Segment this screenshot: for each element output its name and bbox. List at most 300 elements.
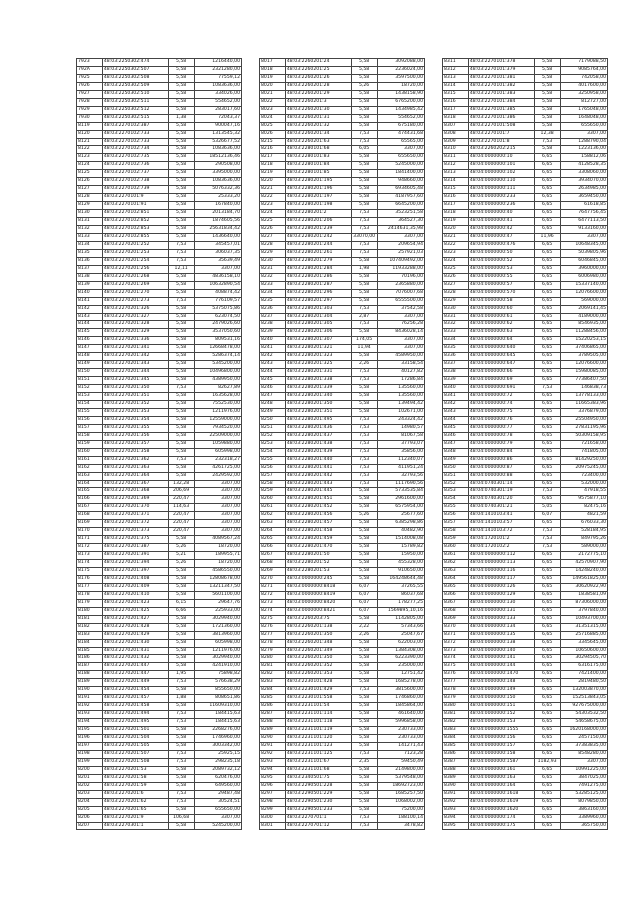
rate: 5,58 bbox=[168, 82, 194, 90]
amount: 3376879,00 bbox=[560, 408, 607, 416]
amount: 2236024,00 bbox=[377, 66, 424, 74]
rate: 7,53 bbox=[351, 305, 377, 313]
row-number: 8225 bbox=[260, 218, 286, 226]
cadastral-number: 48:04:0000000:129 bbox=[468, 591, 534, 599]
amount: 65565,00 bbox=[377, 138, 424, 146]
amount: 7179088,50 bbox=[560, 59, 607, 67]
amount: 3537050,60 bbox=[194, 329, 241, 337]
cadastral-number: 48:04:0000000:111 bbox=[468, 186, 534, 194]
rate: 7,53 bbox=[351, 130, 377, 138]
row-number: 8322 bbox=[443, 241, 469, 249]
table-row bbox=[443, 544, 608, 552]
row-number: 8360 bbox=[443, 544, 469, 552]
rate: 5,58 bbox=[168, 393, 194, 401]
row-number: 8323 bbox=[443, 249, 469, 257]
rate: 5,58 bbox=[351, 655, 377, 663]
row-number: 8218 bbox=[260, 162, 286, 170]
cadastral-number: 48:03:2270201:508 bbox=[102, 758, 168, 766]
table-row bbox=[260, 504, 425, 512]
row-number: 8142 bbox=[77, 305, 103, 313]
amount: 3307,00 bbox=[377, 345, 424, 353]
amount: 235000,00 bbox=[377, 663, 424, 671]
amount: 135560,00 bbox=[377, 393, 424, 401]
rate: 5,58 bbox=[351, 663, 377, 671]
row-number: 8296 bbox=[260, 782, 286, 790]
row-number: 8297 bbox=[260, 790, 286, 798]
cadastral-number: 48:04:0000000:50 bbox=[468, 249, 534, 257]
amount: 107409492,00 bbox=[377, 257, 424, 265]
table-row bbox=[77, 186, 242, 194]
amount: 25677,60 bbox=[377, 512, 424, 520]
rate: 7,53 bbox=[534, 488, 560, 496]
row-number: 8314 bbox=[443, 82, 469, 90]
row-number: 8227 bbox=[260, 233, 286, 241]
amount: 70196,00 bbox=[377, 273, 424, 281]
table-row bbox=[77, 615, 242, 623]
table-row bbox=[260, 735, 425, 743]
table-row bbox=[260, 488, 425, 496]
amount: 4389950,00 bbox=[194, 377, 241, 385]
amount: 3345645,00 bbox=[560, 639, 607, 647]
table-row bbox=[260, 552, 425, 560]
row-number: 8361 bbox=[443, 552, 469, 560]
table-row bbox=[260, 66, 425, 74]
amount: 54658675,00 bbox=[560, 719, 607, 727]
table-row bbox=[77, 122, 242, 130]
row-number: 8221 bbox=[260, 186, 286, 194]
rate: 5,58 bbox=[351, 66, 377, 74]
row-number: 8228 bbox=[260, 241, 286, 249]
rate: 5,58 bbox=[351, 186, 377, 194]
amount: 4821,59 bbox=[560, 512, 607, 520]
table-row bbox=[443, 353, 608, 361]
rate: 6,07 bbox=[351, 583, 377, 591]
table-row bbox=[77, 329, 242, 337]
cadastral-number: 48:03:2270201:429 bbox=[102, 631, 168, 639]
cadastral-number: 48:03:2270701:1 bbox=[285, 814, 351, 822]
rate: 114,63 bbox=[168, 504, 194, 512]
amount: 554652,00 bbox=[194, 98, 241, 106]
amount: 455328,00 bbox=[377, 560, 424, 568]
row-number: 8377 bbox=[443, 679, 469, 687]
table-row bbox=[260, 719, 425, 727]
row-number: 8182 bbox=[77, 623, 103, 631]
rate: 7,53 bbox=[351, 210, 377, 218]
cadastral-number: 48:04:0000000:156 bbox=[468, 735, 534, 743]
row-number: 8268 bbox=[260, 560, 286, 568]
rate: 7,53 bbox=[168, 750, 194, 758]
rate: 6,65 bbox=[534, 210, 560, 218]
cadastral-number: 48:04:0000000:75 bbox=[468, 408, 534, 416]
amount: 25333,20 bbox=[194, 194, 241, 202]
cadastral-number: 48:03:2280201:297 bbox=[285, 297, 351, 305]
cadastral-number: 48:03:2270201:364 bbox=[102, 472, 168, 480]
row-number: 8202 bbox=[77, 782, 103, 790]
row-number: 8175 bbox=[77, 568, 103, 576]
amount: 25925,15 bbox=[194, 750, 241, 758]
amount: 10648345,00 bbox=[560, 241, 607, 249]
table-row bbox=[260, 695, 425, 703]
row-number: 8299 bbox=[260, 806, 286, 814]
table-row bbox=[77, 647, 242, 655]
table-row bbox=[443, 170, 608, 178]
amount: 75200,00 bbox=[377, 806, 424, 814]
cadastral-number: 48:04:0000000:150 bbox=[468, 695, 534, 703]
rate: 106,68 bbox=[168, 814, 194, 822]
row-number: 8384 bbox=[443, 735, 469, 743]
table-row bbox=[260, 170, 425, 178]
rate: 6,65 bbox=[534, 241, 560, 249]
cadastral-number: 48:04:0740301:21 bbox=[468, 504, 534, 512]
row-number: 8376 bbox=[443, 671, 469, 679]
table-row bbox=[260, 671, 425, 679]
table-row bbox=[77, 655, 242, 663]
amount: 1223136,00 bbox=[560, 146, 607, 154]
table-row bbox=[77, 583, 242, 591]
cadastral-number: 48:03:2231101:68 bbox=[285, 766, 351, 774]
row-number: 8294 bbox=[260, 766, 286, 774]
table-row bbox=[77, 416, 242, 424]
row-number: 8156 bbox=[77, 416, 103, 424]
rate: 5,58 bbox=[168, 186, 194, 194]
row-number: 8383 bbox=[443, 727, 469, 735]
rate: 5,58 bbox=[351, 273, 377, 281]
amount: 1721360,00 bbox=[194, 623, 241, 631]
amount: 1384308,00 bbox=[377, 647, 424, 655]
cadastral-number: 48:03:2280201:443 bbox=[285, 480, 351, 488]
rate: 5,58 bbox=[351, 742, 377, 750]
cadastral-number: 48:03:2231101:125 bbox=[285, 750, 351, 758]
rate: 6,65 bbox=[534, 583, 560, 591]
table-row bbox=[77, 146, 242, 154]
table-row bbox=[443, 631, 608, 639]
table-row bbox=[443, 162, 608, 170]
row-number: 8244 bbox=[260, 369, 286, 377]
cadastral-number: 48:04:0000000:163 bbox=[468, 774, 534, 782]
table-row bbox=[260, 162, 425, 170]
row-number: 8280 bbox=[260, 655, 286, 663]
amount: 1142805,00 bbox=[377, 615, 424, 623]
row-number: 8222 bbox=[260, 194, 286, 202]
amount: 3960000,00 bbox=[560, 265, 607, 273]
cadastral-number: 48:03:2270201:505 bbox=[102, 742, 168, 750]
rate: 5,58 bbox=[351, 257, 377, 265]
table-row bbox=[260, 154, 425, 162]
row-number: 8151 bbox=[77, 377, 103, 385]
rate: 6,65 bbox=[534, 711, 560, 719]
cadastral-number: 48:03:2270201:369 bbox=[102, 496, 168, 504]
rate: 5,58 bbox=[168, 377, 194, 385]
row-number: 8267 bbox=[260, 552, 286, 560]
cadastral-number: 48:03:2270201:65 bbox=[102, 806, 168, 814]
cadastral-number: 48:03:2250302:510 bbox=[102, 90, 168, 98]
rate: 6,65 bbox=[534, 377, 560, 385]
row-number: 8349 bbox=[443, 456, 469, 464]
row-number: 8197 bbox=[77, 742, 103, 750]
row-number: 8137 bbox=[77, 265, 103, 273]
table-row bbox=[260, 560, 425, 568]
row-number: 8339 bbox=[443, 377, 469, 385]
row-number: 8187 bbox=[77, 663, 103, 671]
cadastral-number: 48:03:2270201:327 bbox=[102, 313, 168, 321]
row-number: 8270 bbox=[260, 575, 286, 583]
table-row bbox=[77, 194, 242, 202]
row-number: 8177 bbox=[77, 583, 103, 591]
row-number: 8388 bbox=[443, 766, 469, 774]
rate: 6,65 bbox=[534, 814, 560, 822]
cadastral-number: 48:03:2230101:428 bbox=[285, 679, 351, 687]
rate: 7,53 bbox=[351, 416, 377, 424]
table-row bbox=[260, 615, 425, 623]
amount: 4128528,35 bbox=[560, 162, 607, 170]
amount: 3307,00 bbox=[194, 814, 241, 822]
rate: 6,65 bbox=[534, 464, 560, 472]
amount: 532000,00 bbox=[560, 480, 607, 488]
row-number: 8312 bbox=[443, 66, 469, 74]
table-row bbox=[260, 369, 425, 377]
cadastral-number: 48:03:2270201:501 bbox=[102, 727, 168, 735]
cadastral-number: 48:03:2270201:336 bbox=[102, 337, 168, 345]
row-number: 8162 bbox=[77, 464, 103, 472]
cadastral-number: 48:03:0000000:8418 bbox=[285, 583, 351, 591]
row-number: 8389 bbox=[443, 774, 469, 782]
row-number: 8372 bbox=[443, 639, 469, 647]
rate: 5,58 bbox=[168, 448, 194, 456]
amount: 15220253,15 bbox=[560, 337, 607, 345]
cadastral-number: 48:03:2270201:397 bbox=[102, 568, 168, 576]
table-row bbox=[260, 361, 425, 369]
amount: 1746960,00 bbox=[194, 735, 241, 743]
table-row bbox=[443, 583, 608, 591]
rate: 6,65 bbox=[534, 750, 560, 758]
amount: 1083636,00 bbox=[194, 146, 241, 154]
data-table-middle bbox=[259, 58, 425, 830]
cadastral-number: 48:04:0000000:144 bbox=[468, 663, 534, 671]
table-row bbox=[260, 281, 425, 289]
table-row bbox=[443, 472, 608, 480]
table-row bbox=[443, 74, 608, 82]
table-row bbox=[443, 647, 608, 655]
table-row bbox=[260, 385, 425, 393]
rate: 5,58 bbox=[534, 114, 560, 122]
amount: 900047,16 bbox=[194, 122, 241, 130]
rate: 7,53 bbox=[351, 464, 377, 472]
row-number: 8180 bbox=[77, 607, 103, 615]
rate: 1,98 bbox=[351, 265, 377, 273]
amount: 10496800,00 bbox=[194, 369, 241, 377]
row-number: 8327 bbox=[443, 281, 469, 289]
table-row bbox=[77, 639, 242, 647]
rate: 6,65 bbox=[534, 631, 560, 639]
amount: 132003870,00 bbox=[560, 687, 607, 695]
table-row bbox=[77, 74, 242, 82]
row-number: 8356 bbox=[443, 512, 469, 520]
amount: 209654,94 bbox=[377, 241, 424, 249]
cadastral-number: 48:03:2270201:447 bbox=[102, 663, 168, 671]
table-row bbox=[77, 822, 242, 830]
cadastral-number: 48:04:0000000:157 bbox=[468, 742, 534, 750]
amount: 1436640,00 bbox=[194, 233, 241, 241]
table-row bbox=[260, 241, 425, 249]
amount: 2634985,00 bbox=[560, 186, 607, 194]
row-number: 8241 bbox=[260, 345, 286, 353]
table-row bbox=[260, 711, 425, 719]
amount: 5245000,00 bbox=[377, 162, 424, 170]
cadastral-number: 48:03:2280201:52 bbox=[285, 560, 351, 568]
table-row bbox=[77, 814, 242, 822]
rate: 2,26 bbox=[351, 361, 377, 369]
rate: 5,58 bbox=[168, 90, 194, 98]
table-row bbox=[77, 464, 242, 472]
row-number: 8243 bbox=[260, 361, 286, 369]
table-row bbox=[77, 400, 242, 408]
amount: 1685257,50 bbox=[377, 790, 424, 798]
table-row bbox=[77, 766, 242, 774]
rate: 5,58 bbox=[351, 59, 377, 67]
amount: 4836158,10 bbox=[194, 273, 241, 281]
table-row bbox=[260, 321, 425, 329]
table-row bbox=[443, 281, 608, 289]
row-number: 8274 bbox=[260, 607, 286, 615]
table-row bbox=[77, 774, 242, 782]
table-row bbox=[260, 218, 425, 226]
table-row bbox=[77, 377, 242, 385]
cadastral-number: 48:03:2280201:445 bbox=[285, 488, 351, 496]
amount: 7421400,00 bbox=[560, 671, 607, 679]
amount: 5286374,14 bbox=[194, 353, 241, 361]
row-number: 8317 bbox=[443, 202, 469, 210]
rate: 12,11 bbox=[168, 265, 194, 273]
rate: 5,58 bbox=[168, 735, 194, 743]
cadastral-number: 48:04:0000000:130 bbox=[468, 599, 534, 607]
rate: 6,65 bbox=[534, 369, 560, 377]
amount: 605998,00 bbox=[194, 639, 241, 647]
row-number: 8247 bbox=[260, 393, 286, 401]
cadastral-number: 48:03:2270201:494 bbox=[102, 711, 168, 719]
cadastral-number: 48:03:2270201:504 bbox=[102, 735, 168, 743]
table-row bbox=[443, 520, 608, 528]
cadastral-number: 48:03:2280201:244 bbox=[285, 241, 351, 249]
table-row bbox=[443, 727, 608, 735]
rate: 5,58 bbox=[351, 122, 377, 130]
rate: 7,53 bbox=[168, 719, 194, 727]
cadastral-number: 48:03:2270101:382 bbox=[468, 82, 534, 90]
rate: 220,47 bbox=[168, 496, 194, 504]
amount: 1068002,00 bbox=[377, 798, 424, 806]
amount: 61618,85 bbox=[560, 202, 607, 210]
cadastral-number: 48:04:0000000:117 bbox=[468, 575, 534, 583]
row-number: 8164 bbox=[77, 480, 103, 488]
rate: 5,58 bbox=[351, 202, 377, 210]
rate: 5,26 bbox=[168, 544, 194, 552]
cadastral-number: 48:03:2280201:261 bbox=[285, 249, 351, 257]
rate: 206,69 bbox=[168, 488, 194, 496]
amount: 1434985,42 bbox=[377, 106, 424, 114]
amount: 2069141,45 bbox=[560, 305, 607, 313]
cadastral-number: 48:03:2270201:6 bbox=[102, 790, 168, 798]
rate: 5,58 bbox=[168, 361, 194, 369]
cadastral-number: 48:03:2270102:736 bbox=[102, 162, 168, 170]
table-row bbox=[77, 408, 242, 416]
amount: 1514008,08 bbox=[377, 536, 424, 544]
cadastral-number: 48:03:2270301:1 bbox=[102, 822, 168, 830]
rate: 5,58 bbox=[168, 210, 194, 218]
table-row bbox=[260, 575, 425, 583]
row-number: 8159 bbox=[77, 440, 103, 448]
table-row bbox=[77, 90, 242, 98]
row-number: 8217 bbox=[260, 154, 286, 162]
cadastral-number: 48:04:0000000:53 bbox=[468, 265, 534, 273]
amount: 37793,07 bbox=[377, 440, 424, 448]
row-number: 8239 bbox=[260, 329, 286, 337]
table-row bbox=[77, 154, 242, 162]
data-table-right bbox=[442, 58, 608, 830]
table-row bbox=[260, 456, 425, 464]
cadastral-number: 48:04:0000000:158 bbox=[468, 750, 534, 758]
cadastral-number: 48:03:2250302:515 bbox=[102, 114, 168, 122]
cadastral-number: 48:04:0000000:47 bbox=[468, 233, 534, 241]
rate: 5,58 bbox=[168, 424, 194, 432]
rate: 5,26 bbox=[168, 560, 194, 568]
amount: 3307,00 bbox=[194, 512, 241, 520]
cadastral-number: 48:03:2270201:326 bbox=[102, 305, 168, 313]
table-row bbox=[77, 218, 242, 226]
row-number: 7926 bbox=[77, 82, 103, 90]
row-number: 8326 bbox=[443, 273, 469, 281]
table-row bbox=[260, 424, 425, 432]
table-row bbox=[443, 448, 608, 456]
row-number: 8357 bbox=[443, 520, 469, 528]
row-number: 8121 bbox=[77, 138, 103, 146]
table-row bbox=[77, 66, 242, 74]
table-row bbox=[77, 337, 242, 345]
cadastral-number: 48:03:2280201:303 bbox=[285, 305, 351, 313]
row-number: 8370 bbox=[443, 623, 469, 631]
rate: 7,53 bbox=[168, 249, 194, 257]
cadastral-number: 48:03:2280201:242 bbox=[285, 233, 351, 241]
row-number: 8308 bbox=[443, 130, 469, 138]
table-row bbox=[443, 496, 608, 504]
amount: 6645200,00 bbox=[377, 202, 424, 210]
rate: 7,53 bbox=[351, 448, 377, 456]
row-number: 8277 bbox=[260, 631, 286, 639]
rate: 6,65 bbox=[534, 178, 560, 186]
row-number: 8300 bbox=[260, 814, 286, 822]
row-number: 8128 bbox=[77, 194, 103, 202]
amount: 18720,00 bbox=[377, 82, 424, 90]
amount: 9575877,10 bbox=[560, 496, 607, 504]
cadastral-number: 48:03:2231101:123 bbox=[285, 742, 351, 750]
table-row bbox=[77, 233, 242, 241]
amount: 3307,00 bbox=[377, 233, 424, 241]
amount: 3308060,00 bbox=[560, 170, 607, 178]
table-row bbox=[443, 568, 608, 576]
data-table-left bbox=[76, 58, 242, 830]
rate: 5,58 bbox=[351, 552, 377, 560]
cadastral-number: 48:04:0000000:174 bbox=[468, 814, 534, 822]
table-row bbox=[443, 265, 608, 273]
rate: 5,58 bbox=[351, 790, 377, 798]
table-row bbox=[77, 735, 242, 743]
row-number: 8242 bbox=[260, 353, 286, 361]
row-number: 8201 bbox=[77, 774, 103, 782]
row-number: 8023 bbox=[260, 106, 286, 114]
rate: 5,58 bbox=[168, 305, 194, 313]
table-row bbox=[260, 536, 425, 544]
amount: 40482,90 bbox=[377, 528, 424, 536]
row-number: 8265 bbox=[260, 536, 286, 544]
table-row bbox=[77, 695, 242, 703]
